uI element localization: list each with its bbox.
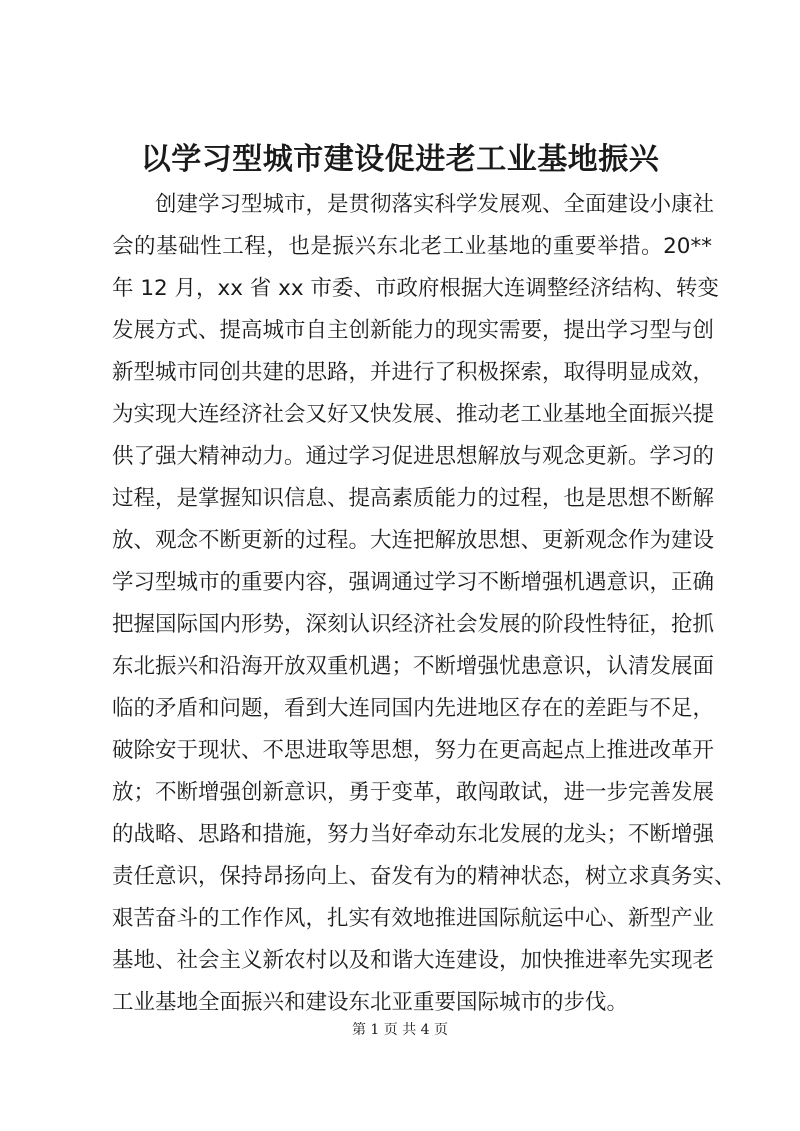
paragraph-line-4: 发展方式、提高城市自主创新能力的现实需要，提出学习型与创 [112,318,715,343]
paragraph-line-6: 为实现大连经济社会又好又快发展、推动老工业基地全面振兴提 [112,402,715,427]
paragraph-line-7: 供了强大精神动力。通过学习促进思想解放与观念更新。学习的 [112,444,715,469]
paragraph-line-5: 新型城市同创共建的思路，并进行了积极探索，取得明显成效， [112,360,715,385]
paragraph-line-16: 的战略、思路和措施，努力当好牵动东北发展的龙头；不断增强 [112,822,715,847]
article-body [112,184,736,1024]
paragraph-line-9: 放、观念不断更新的过程。大连把解放思想、更新观念作为建设 [112,528,715,553]
paragraph-line-10: 学习型城市的重要内容，强调通过学习不断增强机遇意识，正确 [112,570,715,595]
paragraph-line-17: 责任意识，保持昂扬向上、奋发有为的精神状态，树立求真务实、 [112,864,736,889]
page-title: 以学习型城市建设促进老工业基地振兴 [140,142,660,177]
paragraph-line-12: 东北振兴和沿海开放双重机遇；不断增强忧患意识，认清发展面 [112,654,715,679]
paragraph-line-15: 放；不断增强创新意识，勇于变革，敢闯敢试，进一步完善发展 [112,780,715,805]
paragraph-line-14: 破除安于现状、不思进取等思想，努力在更高起点上推进改革开 [112,738,715,763]
paragraph-line-13: 临的矛盾和问题，看到大连同国内先进地区存在的差距与不足， [112,696,715,721]
page-number-footer: 第 1 页 共 4 页 [351,1022,449,1038]
paragraph-line-2: 会的基础性工程，也是振兴东北老工业基地的重要举措。20** [112,234,712,259]
paragraph-line-11: 把握国际国内形势，深刻认识经济社会发展的阶段性特征，抢抓 [112,612,715,637]
paragraph-line-20: 工业基地全面振兴和建设东北亚重要国际城市的步伐。 [112,990,629,1015]
paragraph-line-8: 过程，是掌握知识信息、提高素质能力的过程，也是思想不断解 [112,486,715,511]
paragraph-line-19: 基地、社会主义新农村以及和谐大连建设，加快推进率先实现老 [112,948,715,973]
paragraph-line-3: 年 12 月，xx 省 xx 市委、市政府根据大连调整经济结构、转变 [112,276,719,301]
paragraph-line-18: 艰苦奋斗的工作作风，扎实有效地推进国际航运中心、新型产业 [112,906,715,931]
paragraph-line-1: 创建学习型城市，是贯彻落实科学发展观、全面建设小康社 [155,192,715,217]
